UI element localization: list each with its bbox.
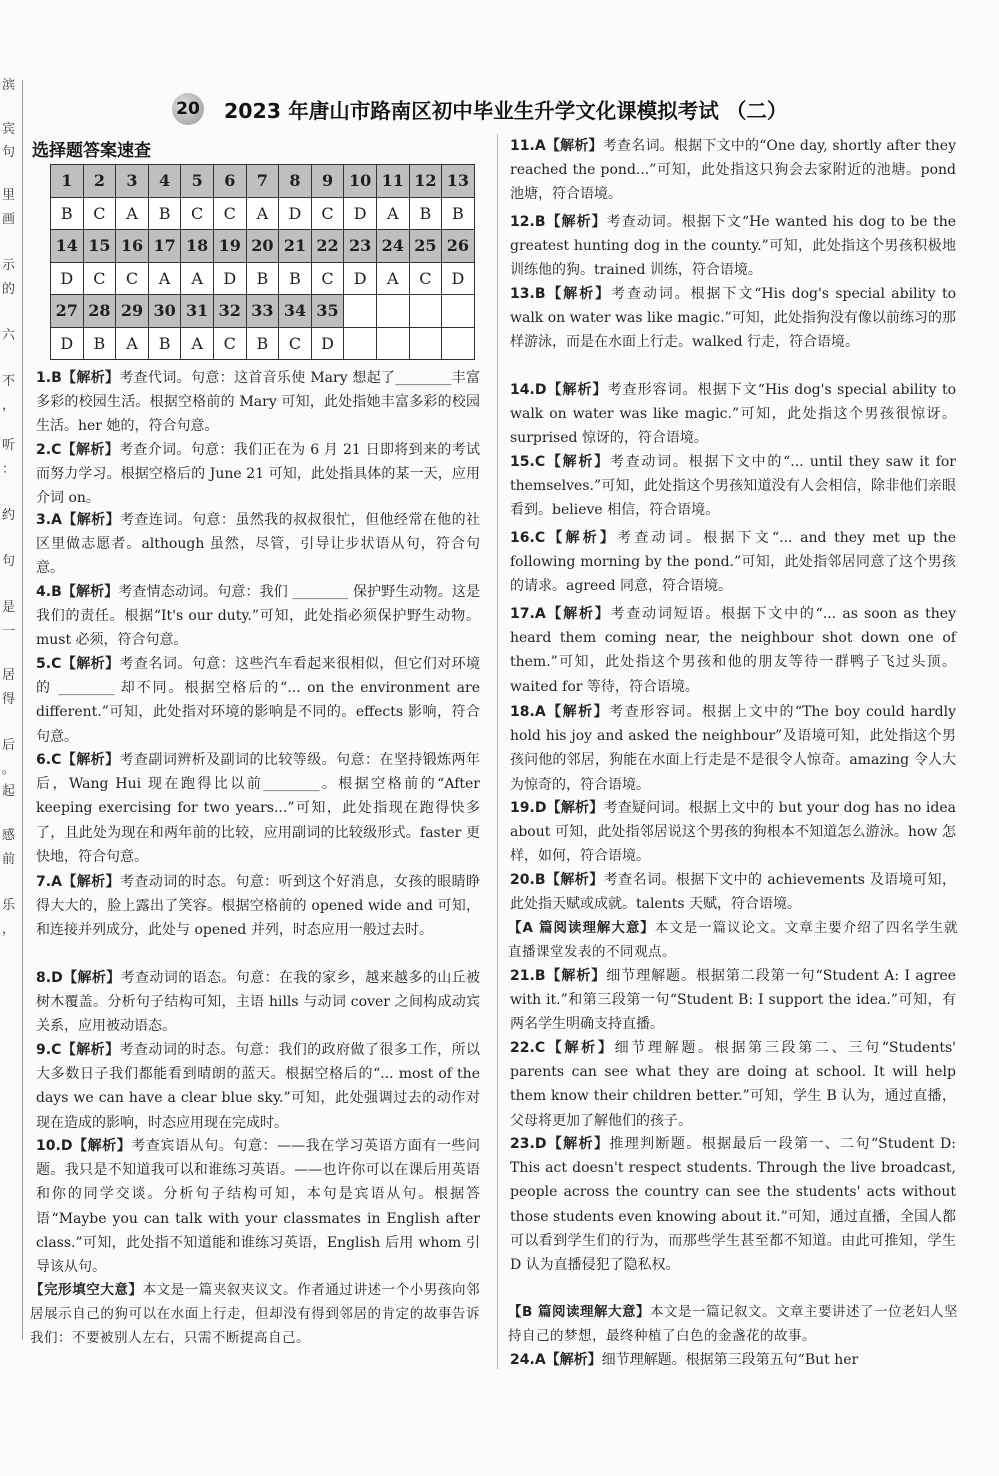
- analysis-text: 考查动词的语态。句意：在我的家乡，越来越多的山丘被树木覆盖。分析句子结构可知，主语 hills 与动词 cover 之间构成动宾关系，应用被动语态。: [36, 970, 481, 1035]
- analysis-text: 考查名词。句意：这些汽车看起来很相似，但它们对环境的 ________ 却不同。根据空格后的“... on the environment are different.”可知，此处指对环境的影响是不同的。effects 影响，符合句意。: [36, 656, 481, 745]
- explanation-20: [510, 868, 956, 916]
- gutter-char: 六: [2, 328, 16, 343]
- item-answer: B: [534, 286, 546, 302]
- question-number: 22: [311, 230, 344, 263]
- answer-cell: C: [83, 197, 116, 230]
- gutter-char: ：: [2, 462, 16, 477]
- explanation-23: [510, 1132, 956, 1277]
- question-number: 5: [181, 165, 214, 198]
- item-answer: B: [51, 584, 62, 600]
- gutter-char: ，: [2, 398, 16, 413]
- analysis-tag: 【解析】: [545, 138, 603, 154]
- explanation-12: [510, 210, 956, 283]
- analysis-tag: 【解析】: [72, 1138, 132, 1154]
- empty-cell: [409, 327, 442, 360]
- item-number: 21.: [510, 968, 535, 984]
- answer-cell: D: [51, 262, 84, 295]
- explanation-9: [36, 1038, 480, 1135]
- question-number: 30: [148, 295, 181, 328]
- analysis-tag: 【解析】: [545, 286, 612, 302]
- analysis-text: 考查疑问词。根据上文中的 but your dog has no idea about 可知，此处指邻居说这个男孩的狗根本不知道怎么游泳。how 怎样，如何，符合语境。: [510, 800, 956, 865]
- gutter-char: 宾: [2, 122, 16, 137]
- answer-cell: A: [116, 197, 149, 230]
- item-number: 13.: [510, 286, 535, 302]
- question-number: 9: [311, 165, 344, 198]
- analysis-tag: 【解析】: [545, 214, 607, 230]
- question-number: 31: [181, 295, 214, 328]
- gutter-char: 后: [2, 738, 16, 753]
- answer-cell: B: [442, 197, 475, 230]
- page-number-badge: 20: [172, 93, 204, 125]
- answer-cell: C: [311, 197, 344, 230]
- analysis-tag: 【解析】: [545, 704, 610, 720]
- item-number: 17.: [510, 606, 535, 622]
- explanation-11: [510, 134, 956, 207]
- gutter-divider: [22, 80, 23, 1340]
- item-answer: A: [51, 874, 62, 890]
- question-number: 20: [246, 230, 279, 263]
- explanation-3: [36, 508, 480, 581]
- answer-cell: B: [51, 197, 84, 230]
- item-answer: C: [51, 656, 62, 672]
- item-answer: B: [534, 214, 546, 230]
- answer-cell: C: [83, 262, 116, 295]
- explanation-5: [36, 652, 480, 749]
- question-number: 19: [213, 230, 246, 263]
- answer-cell: B: [148, 197, 181, 230]
- explanation-4: [36, 580, 480, 653]
- item-answer: C: [51, 442, 62, 458]
- item-answer: D: [534, 382, 547, 398]
- page-header: [172, 92, 832, 126]
- analysis-tag: 【解析】: [62, 970, 121, 986]
- question-number: 12: [409, 165, 442, 198]
- analysis-text: 考查形容词。根据上文中的“The boy could hardly hold his joy and asked the neighbour”及语境可知，此处指这个男孩问他的邻居，狗能在水面上行走是不是很令人惊奇。amazing 令人大为惊奇的，符合语境。: [510, 704, 957, 793]
- item-answer: D: [51, 970, 63, 986]
- analysis-text: 考查连词。句意：虽然我的叔叔很忙，但他经常在他的社区里做志愿者。although 虽然，尽管，引导让步状语从句，符合句意。: [36, 512, 481, 577]
- analysis-tag: 【解析】: [61, 874, 120, 890]
- answer-cell: D: [442, 262, 475, 295]
- summary-tag: 【A 篇阅读理解大意】: [508, 920, 655, 936]
- answer-cell: C: [181, 197, 214, 230]
- summary-tag: 【B 篇阅读理解大意】: [508, 1304, 650, 1320]
- empty-cell: [409, 295, 442, 328]
- analysis-text: 考查副词辨析及副词的比较等级。句意：在坚持锻炼两年后，Wang Hui 现在跑得比以前________。根据空格前的“After keeping exercising for two years...”可知，此处指现在跑得快多了，且此处为现在和两年前的比较，应用副词的比较级形式。faster 更快地，符合句意。: [36, 752, 481, 865]
- gutter-char: 滨: [2, 78, 16, 93]
- question-number: 8: [279, 165, 312, 198]
- answer-cell: A: [376, 262, 409, 295]
- answer-cell: C: [409, 262, 442, 295]
- explanation-21: [510, 964, 956, 1037]
- explanation-15: [510, 450, 956, 523]
- question-number: 23: [344, 230, 377, 263]
- gutter-char: 感: [2, 828, 16, 843]
- answer-cell: B: [83, 327, 116, 360]
- gutter-char: 画: [2, 212, 16, 227]
- item-number: 16.: [510, 530, 535, 546]
- item-answer: C: [51, 752, 62, 768]
- question-number: 27: [51, 295, 84, 328]
- analysis-tag: 【解析】: [545, 1040, 615, 1056]
- explanation-2: [36, 438, 480, 511]
- analysis-text: 细节理解题。根据第三段第五句“But her: [601, 1352, 859, 1368]
- answer-cell: C: [116, 262, 149, 295]
- question-number: 4: [148, 165, 181, 198]
- summary-text: 本文是一篇夹叙夹议文。作者通过讲述一个小男孩向邻居展示自己的狗可以在水面上行走，但却没有得到邻居的肯定的故事告诉我们：不要被别人左右，只需不断提高自己。: [30, 1282, 481, 1347]
- analysis-text: 细节理解题。根据第三段第二、三句“Students' parents can see what they are doing at school. It will help them know their children better.”可知，学生 B 认为，通过直播，父母将更加了解他们的孩子。: [510, 1040, 957, 1129]
- explanation-1: [36, 366, 480, 439]
- analysis-tag: 【解析】: [545, 530, 618, 546]
- question-number: 14: [51, 230, 84, 263]
- analysis-text: 考查动词的时态。句意：我们的政府做了很多工作，所以大多数日子我们都能看到晴朗的蓝天。根据空格后的“... most of the days we can have a clear blue sky.”可知，此处强调过去的动作对现在造成的影响，时态应用现在完成时。: [36, 1042, 481, 1131]
- item-number: 4.: [36, 584, 52, 600]
- analysis-text: 考查名词。根据下文中的 achievements 及语境可知，此处指天赋或成就。talents 天赋，符合语境。: [510, 872, 956, 913]
- gutter-char: 起: [2, 784, 16, 799]
- item-number: 20.: [510, 872, 535, 888]
- item-answer: A: [534, 138, 546, 154]
- answer-cell: D: [279, 197, 312, 230]
- reading-b-summary: [508, 1300, 958, 1348]
- analysis-text: 考查形容词。根据下文“His dog's special ability to walk on water was like magic.”可知，此处指这个男孩很惊讶。surprised 惊讶的，符合语境。: [510, 382, 957, 447]
- answer-cell: B: [148, 327, 181, 360]
- answer-cell: D: [344, 262, 377, 295]
- gutter-char: 得: [2, 692, 16, 707]
- analysis-tag: 【解析】: [61, 752, 120, 768]
- answer-cell: C: [311, 262, 344, 295]
- empty-cell: [344, 295, 377, 328]
- answer-cell: A: [116, 327, 149, 360]
- answer-cell: D: [51, 327, 84, 360]
- reading-a-summary: [508, 916, 958, 964]
- question-number: 13: [442, 165, 475, 198]
- item-number: 14.: [510, 382, 535, 398]
- analysis-tag: 【解析】: [61, 370, 120, 386]
- column-divider: [497, 134, 498, 1369]
- analysis-tag: 【解析】: [61, 584, 119, 600]
- answer-cell: A: [148, 262, 181, 295]
- answer-cell: D: [344, 197, 377, 230]
- analysis-text: 考查动词。根据下文“He wanted his dog to be the greatest hunting dog in the county.”可知，此处指这个男孩积极地训练他的狗。trained 训练，符合语境。: [510, 214, 956, 279]
- analysis-text: 考查动词。根据下文“His dog's special ability to walk on water was like magic.”可知，此处指狗没有像以前练习的那样游泳，而是在水面上行走。walked 行走，符合语境。: [510, 286, 957, 351]
- explanation-13: [510, 282, 956, 355]
- item-answer: C: [51, 1042, 62, 1058]
- empty-cell: [376, 327, 409, 360]
- analysis-tag: 【解析】: [61, 512, 120, 528]
- item-number: 18.: [510, 704, 535, 720]
- analysis-text: 考查动词。根据下文“... and they met up the following morning by the pond.”可知，此处指邻居同意了这个男孩的请求。agreed 同意，符合语境。: [510, 530, 957, 595]
- item-answer: C: [534, 454, 546, 470]
- summary-tag: 【完形填空大意】: [30, 1282, 143, 1298]
- gutter-char: 是: [2, 600, 16, 615]
- answer-cell: A: [376, 197, 409, 230]
- empty-cell: [344, 327, 377, 360]
- explanation-19: [510, 796, 956, 869]
- analysis-tag: 【解析】: [546, 800, 604, 816]
- gutter-char: 乐: [2, 898, 16, 913]
- question-number: 33: [246, 295, 279, 328]
- analysis-tag: 【解析】: [61, 442, 120, 458]
- item-number: 24.: [510, 1352, 535, 1368]
- analysis-text: 考查动词的时态。句意：听到这个好消息，女孩的眼睛睁得大大的，脸上露出了笑容。根据空格前的 opened wide and 可知，和连接并列成分，此处与 opened 并列，时态应用一般过去时。: [36, 874, 481, 939]
- question-number: 11: [376, 165, 409, 198]
- gutter-char: 一: [2, 624, 16, 639]
- item-answer: B: [534, 968, 546, 984]
- item-number: 12.: [510, 214, 535, 230]
- analysis-text: 细节理解题。根据第二段第一句“Student A: I agree with it.”和第三段第一句“Student B: I support the idea.”可知，有两名学生明确支持直播。: [510, 968, 956, 1033]
- item-number: 7.: [36, 874, 52, 890]
- item-number: 22.: [510, 1040, 535, 1056]
- item-number: 10.: [36, 1138, 61, 1154]
- question-number: 1: [51, 165, 84, 198]
- question-number: 10: [344, 165, 377, 198]
- analysis-text: 考查代词。句意：这首音乐使 Mary 想起了________丰富多彩的校园生活。根据空格前的 Mary 可知，此处指她丰富多彩的校园生活。her 她的，符合句意。: [36, 370, 481, 435]
- analysis-text: 考查宾语从句。句意：——我在学习英语方面有一些问题。我只是不知道我可以和谁练习英语。——也许你可以在课后用英语和你的同学交谈。分析句子结构可知，本句是宾语从句。根据答语“Maybe you can talk with your classmates in English after class.”可知，此处指不知道能和谁练习英语，English 后用 whom 引导该从句。: [36, 1138, 481, 1276]
- explanation-8: [36, 966, 480, 1039]
- answer-cell: D: [213, 262, 246, 295]
- question-number: 25: [409, 230, 442, 263]
- question-number: 18: [181, 230, 214, 263]
- question-number: 15: [83, 230, 116, 263]
- gutter-char: ，: [2, 922, 16, 937]
- gutter-char: 听: [2, 438, 16, 453]
- item-number: 5.: [36, 656, 52, 672]
- analysis-tag: 【解析】: [546, 382, 608, 398]
- analysis-tag: 【解析】: [546, 1136, 610, 1152]
- item-answer: A: [534, 606, 546, 622]
- question-number: 29: [116, 295, 149, 328]
- question-number: 28: [83, 295, 116, 328]
- answer-table: [50, 164, 475, 360]
- question-number: 24: [376, 230, 409, 263]
- summary-text: 本文是一篇记叙文。文章主要讲述了一位老妇人坚持自己的梦想，最终种植了白色的金盏花的故事。: [508, 1304, 958, 1345]
- analysis-tag: 【解析】: [545, 1352, 602, 1368]
- page-title: 2023 年唐山市路南区初中毕业生升学文化课模拟考试 （二）: [224, 99, 788, 123]
- question-number: 6: [213, 165, 246, 198]
- summary-text: 本文是一篇议论文。文章主要介绍了四名学生就直播课堂发表的不同观点。: [508, 920, 958, 961]
- answer-cell: A: [181, 262, 214, 295]
- item-number: 6.: [36, 752, 52, 768]
- gutter-char: 前: [2, 852, 16, 867]
- analysis-tag: 【解析】: [545, 606, 611, 622]
- question-number: 35: [311, 295, 344, 328]
- answer-cell: A: [181, 327, 214, 360]
- item-answer: B: [534, 872, 546, 888]
- explanation-10: [36, 1134, 480, 1279]
- analysis-text: 考查介词。句意：我们正在为 6 月 21 日即将到来的考试而努力学习。根据空格后的 June 21 可知，此处指具体的某一天，应用介词 on。: [36, 442, 480, 507]
- question-number: 34: [279, 295, 312, 328]
- empty-cell: [376, 295, 409, 328]
- item-answer: D: [534, 1136, 547, 1152]
- answer-cell: B: [246, 262, 279, 295]
- item-answer: A: [51, 512, 62, 528]
- analysis-tag: 【解析】: [545, 968, 607, 984]
- item-number: 15.: [510, 454, 535, 470]
- empty-cell: [442, 295, 475, 328]
- answer-cell: D: [311, 327, 344, 360]
- analysis-tag: 【解析】: [61, 1042, 120, 1058]
- analysis-text: 考查动词。根据下文中的“... until they saw it for themselves.”可知，此处指这个男孩知道没有人会相信，除非他们亲眼看到。believe 相信，符合语境。: [510, 454, 957, 519]
- gutter-char: 。: [2, 762, 16, 777]
- question-number: 16: [116, 230, 149, 263]
- cloze-summary: [30, 1278, 480, 1351]
- item-number: 9.: [36, 1042, 52, 1058]
- item-answer: A: [534, 704, 546, 720]
- item-number: 23.: [510, 1136, 535, 1152]
- analysis-text: 考查情态动词。句意：我们 ________ 保护野生动物。这是我们的责任。根据“It's our duty.”可知，此处指必须保护野生动物。must 必须，符合句意。: [36, 584, 480, 649]
- answer-cell: C: [213, 327, 246, 360]
- explanation-18: [510, 700, 956, 797]
- analysis-text: 推理判断题。根据最后一段第一、二句“Student D: This act doesn't respect students. Through the live broadcast, people across the country can see the students' acts without those students even knowing about it.”可知，通过直播，全国人都可以看到学生们的行为，而那些学生甚至都不知道。由此可推知，学生 D 认为直播侵犯了隐私权。: [510, 1136, 957, 1274]
- analysis-text: 考查动词短语。根据下文中的“... as soon as they heard them coming near, the neighbour shot down one of them.”可知，此处指这个男孩和他的朋友等待一群鸭子飞过头顶。waited for 等待，符合语境。: [510, 606, 956, 695]
- question-number: 26: [442, 230, 475, 263]
- gutter-char: 示: [2, 258, 16, 273]
- item-answer: C: [534, 530, 546, 546]
- analysis-tag: 【解析】: [545, 872, 604, 888]
- item-number: 11.: [510, 138, 535, 154]
- empty-cell: [442, 327, 475, 360]
- gutter-char: 里: [2, 188, 16, 203]
- question-number: 2: [83, 165, 116, 198]
- answer-table-heading: 选择题答案速查: [32, 141, 151, 161]
- answer-cell: B: [409, 197, 442, 230]
- item-number: 19.: [510, 800, 535, 816]
- question-number: 21: [279, 230, 312, 263]
- item-answer: B: [51, 370, 62, 386]
- question-number: 32: [213, 295, 246, 328]
- explanation-17: [510, 602, 956, 699]
- item-answer: D: [60, 1138, 73, 1154]
- item-number: 1.: [36, 370, 52, 386]
- answer-cell: C: [213, 197, 246, 230]
- gutter-char: 居: [2, 668, 16, 683]
- gutter-char: 句: [2, 554, 16, 569]
- answer-cell: B: [279, 262, 312, 295]
- question-number: 3: [116, 165, 149, 198]
- item-answer: A: [534, 1352, 546, 1368]
- explanation-7: [36, 870, 480, 943]
- item-answer: C: [534, 1040, 546, 1056]
- gutter-char: 的: [2, 282, 16, 297]
- gutter-char: 不: [2, 374, 16, 389]
- analysis-tag: 【解析】: [61, 656, 120, 672]
- item-number: 8.: [36, 970, 52, 986]
- explanation-14: [510, 378, 956, 451]
- explanation-16: [510, 526, 956, 599]
- gutter-char: 约: [2, 508, 16, 523]
- question-number: 17: [148, 230, 181, 263]
- explanation-6: [36, 748, 480, 869]
- item-number: 3.: [36, 512, 52, 528]
- analysis-tag: 【解析】: [545, 454, 610, 470]
- item-number: 2.: [36, 442, 52, 458]
- left-gutter-text: [0, 70, 18, 1330]
- gutter-char: 句: [2, 145, 16, 160]
- explanation-24: [510, 1348, 956, 1372]
- explanation-22: [510, 1036, 956, 1133]
- question-number: 7: [246, 165, 279, 198]
- answer-cell: B: [246, 327, 279, 360]
- answer-cell: A: [246, 197, 279, 230]
- analysis-text: 考查名词。根据下文中的“One day, shortly after they reached the pond...”可知，此处指这只狗会去家附近的池塘。pond 池塘，符合语境。: [510, 138, 956, 203]
- item-answer: D: [534, 800, 547, 816]
- answer-cell: C: [279, 327, 312, 360]
